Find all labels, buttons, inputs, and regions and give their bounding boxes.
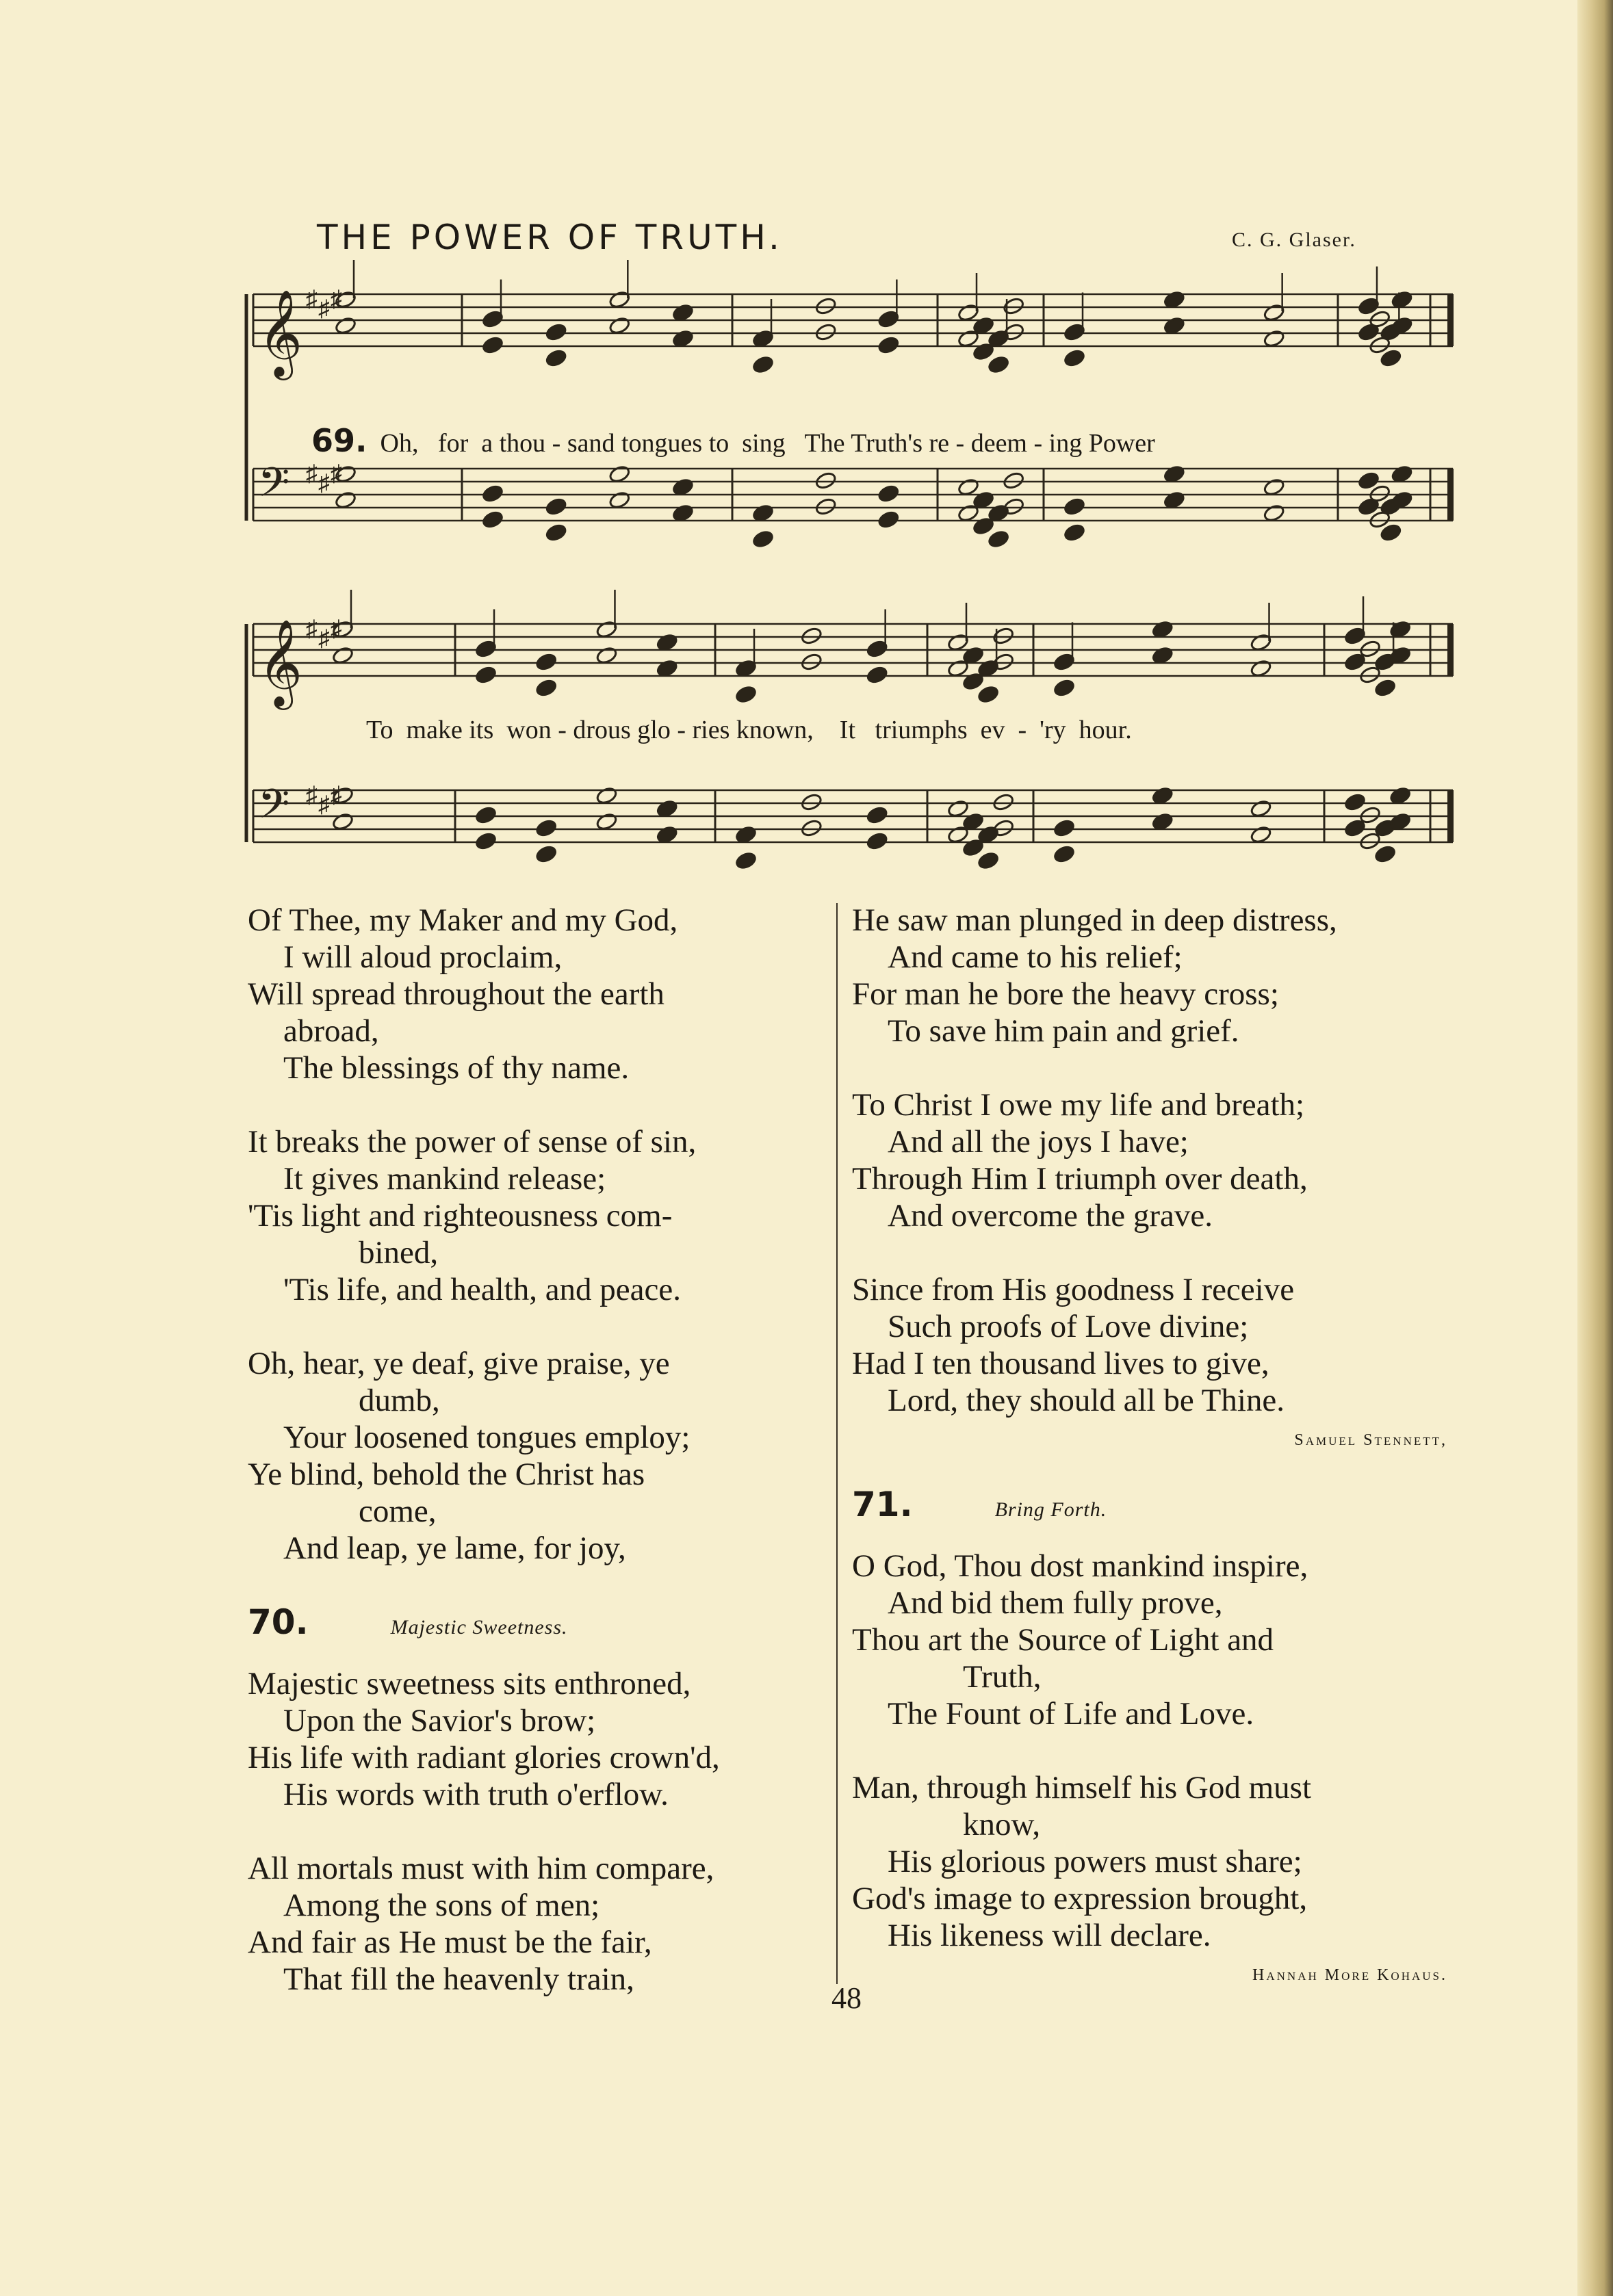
note-head [1374, 844, 1397, 863]
lyrics-text: Oh, for a thou - sand tongues to sing The Truth's re - deem - ing Power [380, 429, 1155, 458]
note-head [1374, 678, 1397, 697]
verse-line: And fair as He must be the fair, [248, 1925, 652, 1960]
verse-line: know, [963, 1807, 1041, 1842]
verse-line: Man, through himself his God must [852, 1770, 1312, 1805]
note-head [475, 805, 498, 824]
verse-line: Among the sons of men; [283, 1888, 600, 1923]
note-head [735, 851, 758, 870]
verse-line: come, [359, 1493, 437, 1529]
tune-name-70: Majestic Sweetness. [390, 1616, 568, 1639]
note-head [988, 530, 1010, 549]
stanza [852, 902, 1447, 1049]
verse-line: abroad, [283, 1013, 379, 1049]
verse-line: That fill the heavenly train, [283, 1961, 634, 1997]
hymn-70-stanzas [248, 1665, 833, 1998]
verse-line: For man he bore the heavy cross; [852, 976, 1279, 1012]
note-head [545, 497, 567, 516]
note-head [1053, 844, 1076, 863]
note-head [535, 818, 558, 837]
sharp-icon: ♯ [306, 616, 318, 642]
note-head [535, 844, 558, 863]
verse-line: It breaks the power of sense of sin, [248, 1124, 697, 1160]
note-head [545, 322, 567, 341]
note-head [800, 652, 823, 671]
left-stanzas [248, 902, 833, 1567]
verse-line: bined, [359, 1235, 439, 1270]
stanza [852, 1271, 1447, 1419]
verse-line: The Fount of Life and Love. [888, 1696, 1254, 1732]
note-head [1053, 818, 1076, 837]
verse-line: Thou art the Source of Light and [852, 1622, 1274, 1658]
note-head [1063, 348, 1086, 367]
note-head [800, 792, 823, 811]
hymn-number-70: 70. [248, 1602, 309, 1642]
verse-line: His glorious powers must share; [888, 1844, 1302, 1879]
final-barline [1447, 624, 1454, 676]
verse-line: Your loosened tongues employ; [283, 1420, 691, 1455]
hymn-71-stanzas [852, 1548, 1447, 1954]
tune-name-71: Bring Forth. [994, 1498, 1107, 1521]
note-head [1063, 497, 1086, 516]
composer-credit: C. G. Glaser. [1232, 229, 1356, 251]
stanza [852, 1548, 1447, 1732]
verse-line: His words with truth o'erflow. [283, 1777, 669, 1812]
note-head [866, 665, 888, 684]
page-number: 48 [831, 1981, 862, 2015]
stanza [852, 1086, 1447, 1234]
note-head [475, 831, 498, 850]
verse-line: Truth, [963, 1659, 1042, 1695]
music-system-1 [243, 263, 1454, 537]
sharp-icon: ♯ [331, 461, 342, 486]
note-head [475, 665, 498, 684]
note-head [1003, 296, 1025, 315]
note-head [535, 652, 558, 671]
music-system-2 [243, 602, 1454, 876]
verse-line: And came to his relief; [888, 939, 1183, 975]
sharp-icon: ♯ [306, 461, 318, 486]
author-credit-2: Hannah More Kohaus. [1252, 1966, 1447, 1984]
sharp-icon: ♯ [318, 792, 330, 818]
note-head [977, 851, 1000, 870]
hymn-70-heading [248, 1604, 833, 1646]
note-head [482, 335, 504, 354]
stanza [248, 1345, 833, 1567]
verse-line: His likeness will declare. [888, 1918, 1211, 1953]
stanza [852, 1769, 1447, 1954]
verse-line: Will spread throughout the earth [248, 976, 664, 1012]
note-head [482, 510, 504, 529]
verse-line: And overcome the grave. [888, 1198, 1213, 1234]
note-head [800, 626, 823, 645]
verse-line: To Christ I owe my life and breath; [852, 1087, 1305, 1123]
treble-clef-icon: 𝄞 [258, 618, 303, 706]
verse-line: All mortals must with him compare, [248, 1851, 714, 1886]
note-head [877, 510, 900, 529]
final-barline [1447, 469, 1454, 521]
verse-line: 'Tis life, and health, and peace. [283, 1272, 682, 1307]
note-head [1053, 678, 1076, 697]
verse-line: And all the joys I have; [888, 1124, 1189, 1160]
verse-line: His life with radiant glories crown'd, [248, 1740, 720, 1775]
verse-line: To save him pain and grief. [888, 1013, 1239, 1049]
verse-line: Majestic sweetness sits enthroned, [248, 1666, 691, 1701]
sharp-icon: ♯ [318, 626, 330, 651]
right-column [852, 902, 1447, 1994]
verse-line: Such proofs of Love divine; [888, 1309, 1249, 1344]
note-head [877, 335, 900, 354]
note-head [992, 792, 1015, 811]
hymn-71-heading [852, 1486, 1447, 1528]
verse-line: Oh, hear, ye deaf, give praise, ye [248, 1346, 670, 1381]
sharp-icon: ♯ [306, 783, 318, 808]
bass-clef-icon: 𝄢 [258, 458, 290, 516]
note-head [992, 626, 1015, 645]
verse-line: Since from His goodness I receive [852, 1272, 1295, 1307]
stanza [248, 902, 833, 1086]
treble-clef-icon: 𝄞 [258, 289, 303, 376]
stanza [248, 1123, 833, 1308]
note-head [535, 678, 558, 697]
verse-line: Through Him I triumph over death, [852, 1161, 1308, 1197]
note-head [988, 355, 1010, 374]
verse-line: O God, Thou dost mankind inspire, [852, 1548, 1308, 1584]
author-credit-1: Samuel Stennett, [1294, 1431, 1447, 1449]
column-divider [836, 903, 838, 1984]
stanza [248, 1665, 833, 1813]
lyric-line-2: To make its won - drous glo - ries known, It triumphs ev - 'ry hour. [366, 716, 1132, 744]
note-head [735, 685, 758, 704]
note-head [545, 348, 567, 367]
note-head [545, 523, 567, 542]
final-barline [1447, 790, 1454, 842]
right-stanzas [852, 902, 1447, 1419]
sharp-icon: ♯ [318, 296, 330, 322]
verse-line: Ye blind, behold the Christ has [248, 1457, 645, 1492]
note-head [800, 818, 823, 837]
verse-line: 'Tis light and righteousness com- [248, 1198, 673, 1234]
verse-line: The blessings of thy name. [283, 1050, 630, 1086]
sharp-icon: ♯ [331, 616, 342, 642]
hymn-number-69: 69. [311, 422, 367, 459]
verse-line: I will aloud proclaim, [283, 939, 563, 975]
verse-line: Had I ten thousand lives to give, [852, 1346, 1269, 1381]
verse-line: dumb, [359, 1383, 440, 1418]
note-head [814, 296, 837, 315]
sharp-icon: ♯ [331, 287, 342, 312]
bass-clef-icon: 𝄢 [258, 780, 290, 837]
page-edge [1577, 0, 1613, 2296]
verse-line: Of Thee, my Maker and my God, [248, 902, 678, 938]
note-head [752, 530, 775, 549]
sharp-icon: ♯ [331, 783, 342, 808]
hymn-title: THE POWER OF TRUTH. [317, 218, 783, 257]
note-head [1344, 792, 1367, 811]
verse-line: And bid them fully prove, [888, 1585, 1223, 1621]
hymn-number-71: 71. [852, 1485, 913, 1524]
note-head [866, 831, 888, 850]
verse-line: Lord, they should all be Thine. [888, 1383, 1285, 1418]
verse-line: He saw man plunged in deep distress, [852, 902, 1337, 938]
verse-line: God's image to expression brought, [852, 1881, 1308, 1916]
note-head [752, 355, 775, 374]
final-barline [1447, 294, 1454, 346]
verse-line: It gives mankind release; [283, 1161, 606, 1197]
left-column [248, 902, 833, 2035]
verse-line: Upon the Savior's brow; [283, 1703, 596, 1738]
verse-line: And leap, ye lame, for joy, [283, 1530, 626, 1566]
note-head [1063, 523, 1086, 542]
lyric-line-1 [285, 392, 1155, 489]
sharp-icon: ♯ [318, 471, 330, 496]
note-head [814, 497, 837, 516]
stanza [248, 1850, 833, 1998]
note-head [866, 805, 888, 824]
sharp-icon: ♯ [306, 287, 318, 312]
note-head [977, 685, 1000, 704]
note-head [814, 322, 837, 341]
